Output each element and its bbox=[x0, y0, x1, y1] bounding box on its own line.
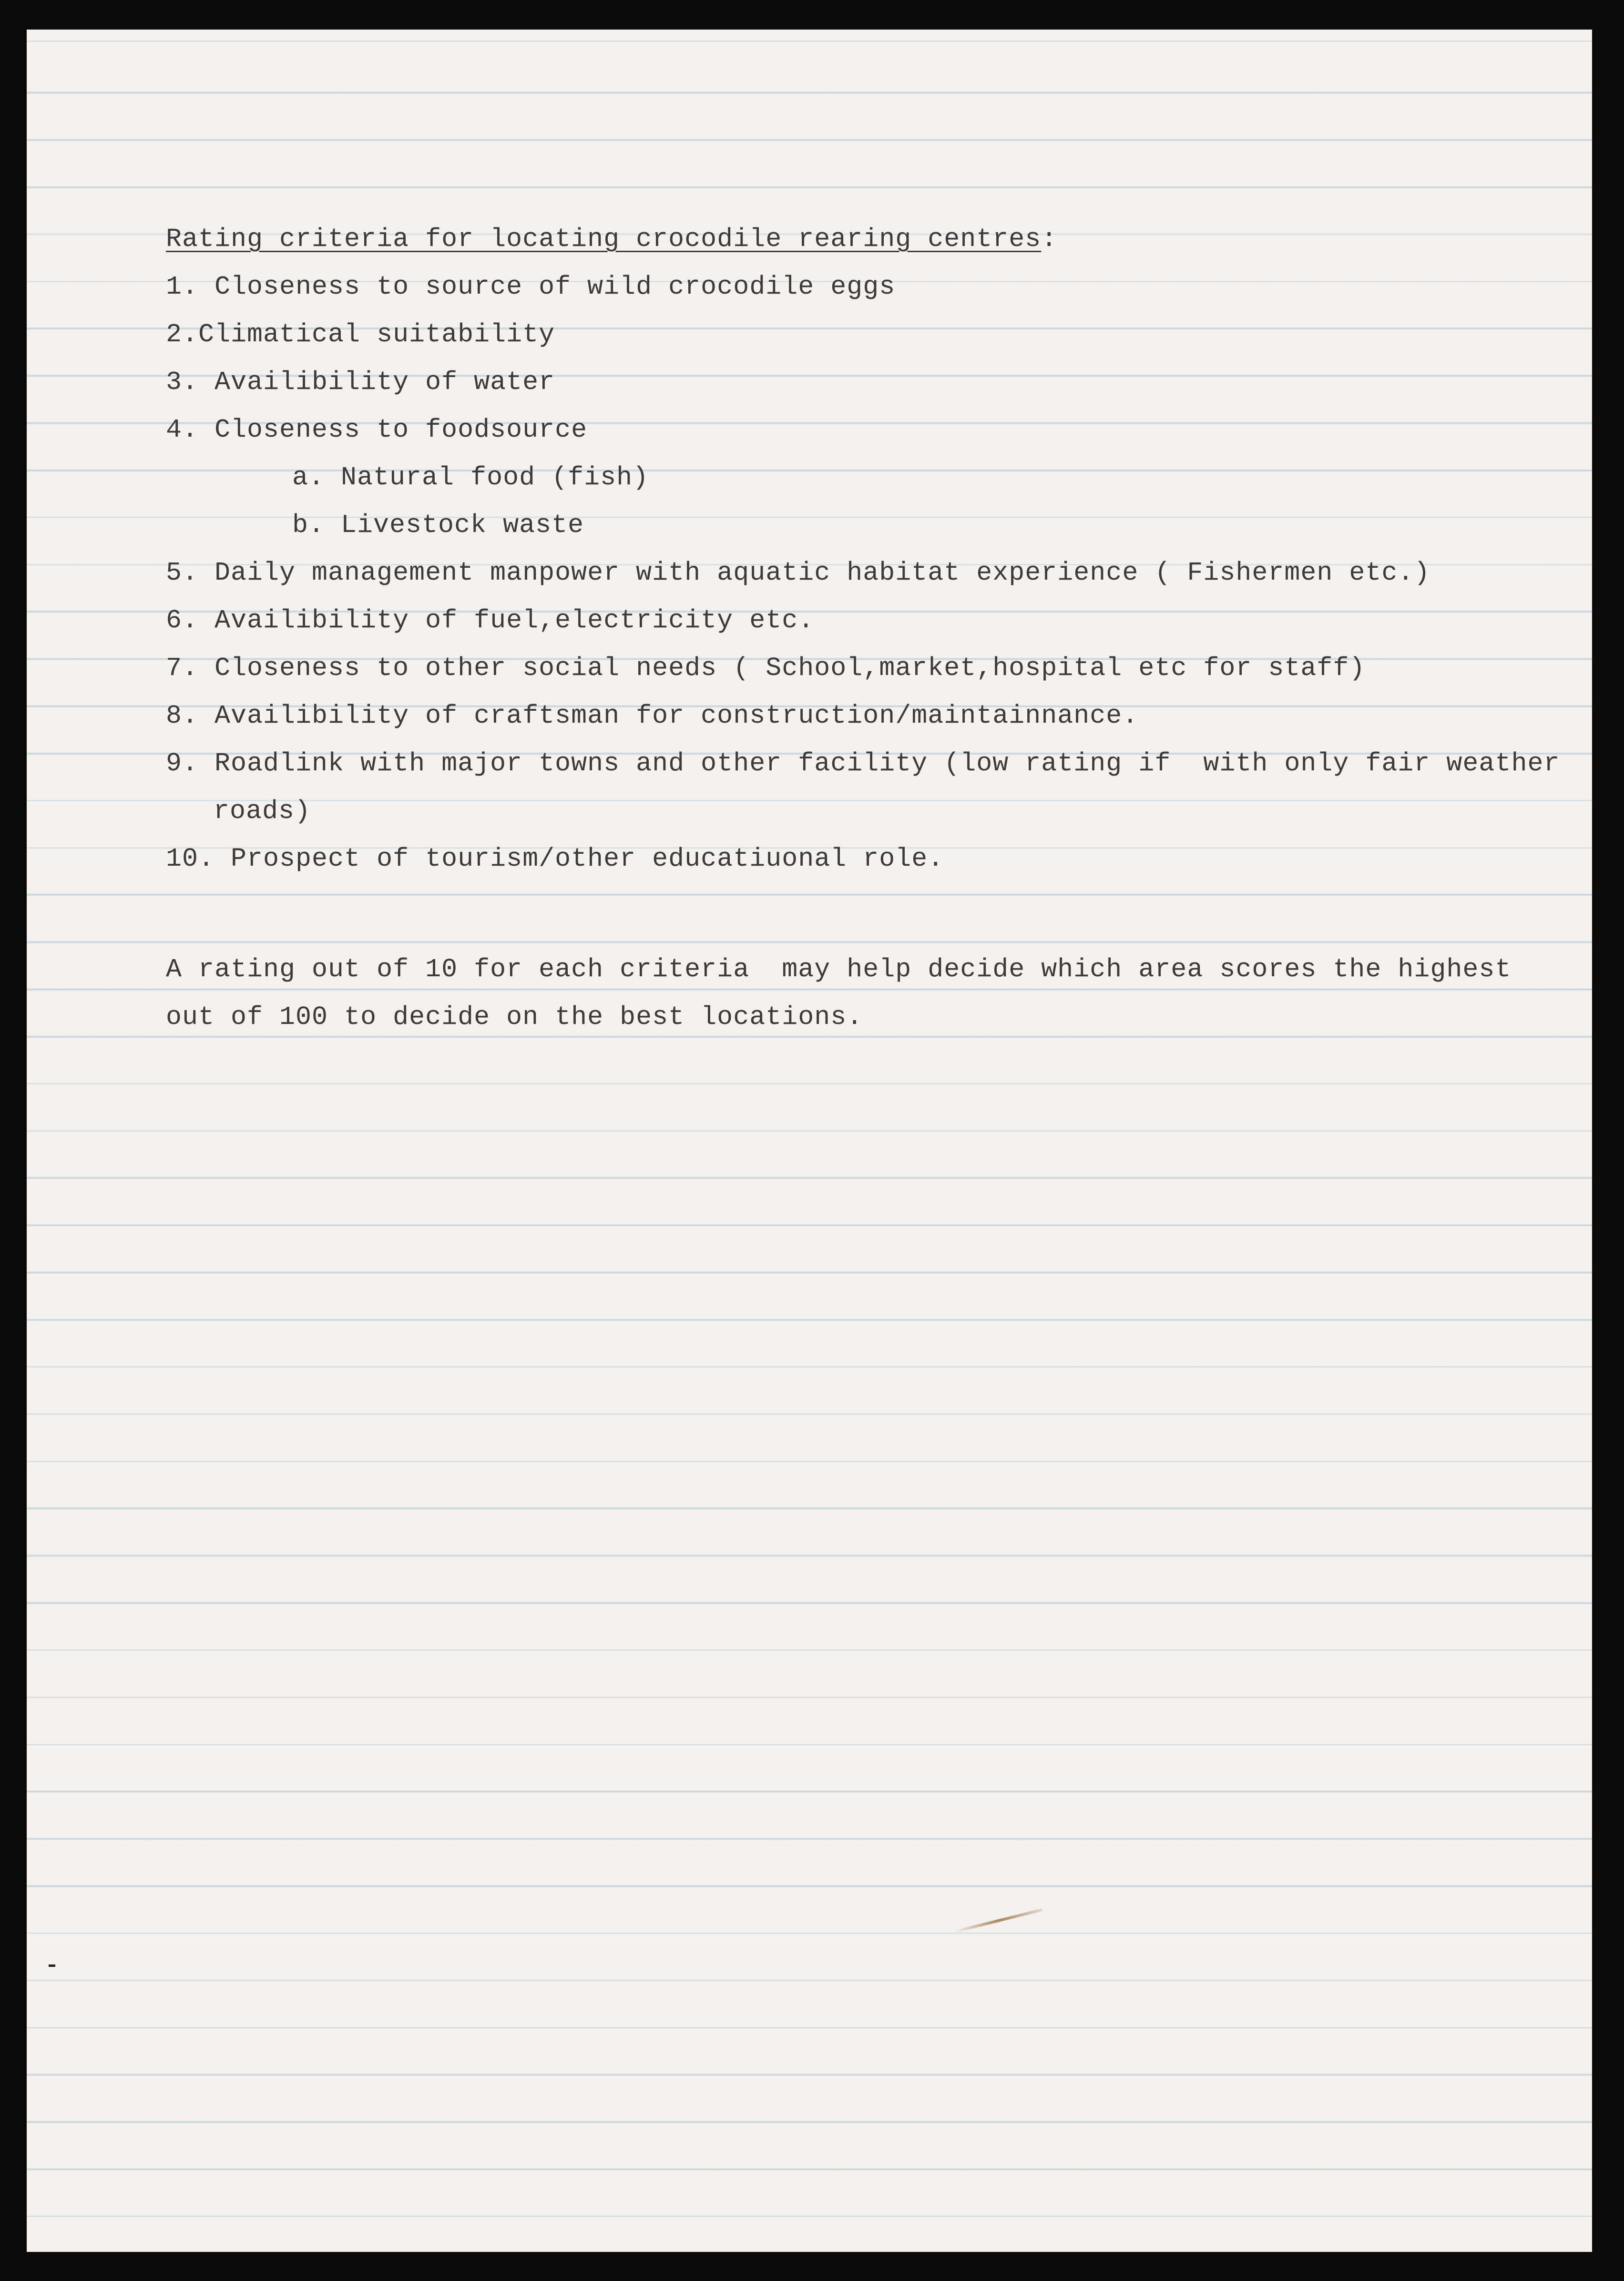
closing-line-2: out of 100 to decide on the best locations. bbox=[166, 1002, 863, 1032]
criteria-item-2: 2.Climatical suitability bbox=[166, 319, 555, 349]
criteria-item-4: 4. Closeness to foodsource bbox=[166, 415, 588, 445]
criteria-item-5: 5. Daily management manpower with aquatic habitat experience ( Fishermen etc.) bbox=[166, 558, 1430, 588]
margin-dot-mark bbox=[49, 1964, 55, 1967]
criteria-item-3: 3. Availibility of water bbox=[166, 367, 555, 397]
criteria-item-7: 7. Closeness to other social needs ( School,market,hospital etc for staff) bbox=[166, 653, 1366, 683]
document-body bbox=[166, 215, 1572, 1041]
criteria-item-10: 10. Prospect of tourism/other educatiuonal role. bbox=[166, 844, 944, 874]
criteria-item-9: 9. Roadlink with major towns and other facility (low rating if with only fair weather bbox=[166, 748, 1560, 778]
paragraph-gap bbox=[166, 883, 1572, 946]
ruled-paper-sheet bbox=[27, 30, 1592, 2252]
criteria-item-8: 8. Availibility of craftsman for construction/maintainnance. bbox=[166, 701, 1139, 731]
criteria-item-6: 6. Availibility of fuel,electricity etc. bbox=[166, 605, 815, 635]
criteria-item-1: 1. Closeness to source of wild crocodile eggs bbox=[166, 272, 896, 302]
title-colon: : bbox=[1041, 224, 1058, 254]
criteria-subitem-b: b. Livestock waste bbox=[292, 510, 584, 540]
document-title bbox=[166, 215, 1572, 263]
closing-line-1: A rating out of 10 for each criteria may help decide which area scores the highest bbox=[166, 954, 1512, 984]
title-text: Rating criteria for locating crocodile rearing centres bbox=[166, 224, 1042, 254]
criteria-item-9-continuation: roads) bbox=[214, 796, 311, 826]
criteria-subitem-a: a. Natural food (fish) bbox=[292, 462, 649, 492]
